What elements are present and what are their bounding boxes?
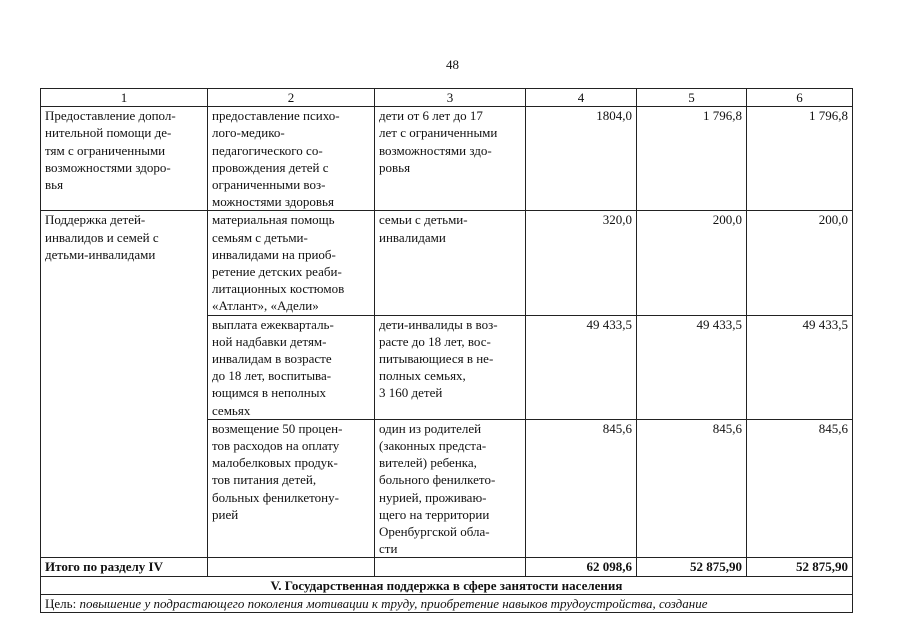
section-title: V. Государственная поддержка в сфере занятости населения <box>41 576 853 594</box>
recipients-cell: семьи с детьми- инвалидами <box>375 211 526 315</box>
column-header-4: 4 <box>526 89 637 107</box>
activity-cell: возмещение 50 процен- тов расходов на оплату малобелковых продук- тов питания детей, больных фенилкетону- рией <box>208 419 375 558</box>
amount-col6-cell: 200,0 <box>747 211 853 315</box>
amount-col4-cell: 845,6 <box>526 419 637 558</box>
goal-row <box>41 594 853 612</box>
empty-cell <box>375 558 526 576</box>
recipients-cell: дети-инвалиды в воз- расте до 18 лет, вос- питывающиеся в не- полных семьях, 3 160 детей <box>375 315 526 419</box>
amount-col4-cell: 320,0 <box>526 211 637 315</box>
total-col6-cell: 52 875,90 <box>747 558 853 576</box>
goal-cell <box>41 594 853 612</box>
goal-label: Цель: <box>45 595 80 611</box>
column-header-1: 1 <box>41 89 208 107</box>
measure-name-cell: Предоставление допол- нительной помощи де- тям с ограниченными возможностями здоро- вья <box>41 107 208 211</box>
section-title-row <box>41 576 853 594</box>
empty-cell <box>208 558 375 576</box>
activity-cell: предоставление психо- лого-медико- педагогического со- провождения детей с ограниченными воз- можностями здоровья <box>208 107 375 211</box>
total-col5-cell: 52 875,90 <box>637 558 747 576</box>
total-row <box>41 558 853 576</box>
amount-col5-cell: 1 796,8 <box>637 107 747 211</box>
measure-name-cell: Поддержка детей- инвалидов и семей с детьми-инвалидами <box>41 211 208 558</box>
amount-col5-cell: 49 433,5 <box>637 315 747 419</box>
amount-col4-cell: 49 433,5 <box>526 315 637 419</box>
table-row <box>41 107 853 211</box>
column-number-row <box>41 89 853 107</box>
page-number: 48 <box>446 57 459 72</box>
column-header-3: 3 <box>375 89 526 107</box>
total-label: Итого по разделу IV <box>41 558 208 576</box>
total-col4-cell: 62 098,6 <box>526 558 637 576</box>
budget-table <box>40 88 853 613</box>
amount-col6-cell: 1 796,8 <box>747 107 853 211</box>
column-header-6: 6 <box>747 89 853 107</box>
amount-col6-cell: 845,6 <box>747 419 853 558</box>
recipients-cell: один из родителей (законных предста- вителей) ребенка, больного фенилкето- нурией, проживаю- щего на территории Оренбургской обла- сти <box>375 419 526 558</box>
activity-cell: материальная помощь семьям с детьми- инвалидами на приоб- ретение детских реаби- литационных костюмов «Атлант», «Адели» <box>208 211 375 315</box>
table-row <box>41 211 853 315</box>
amount-col5-cell: 845,6 <box>637 419 747 558</box>
amount-col4-cell: 1804,0 <box>526 107 637 211</box>
column-header-5: 5 <box>637 89 747 107</box>
amount-col6-cell: 49 433,5 <box>747 315 853 419</box>
recipients-cell: дети от 6 лет до 17 лет с ограниченными возможностями здо- ровья <box>375 107 526 211</box>
amount-col5-cell: 200,0 <box>637 211 747 315</box>
activity-cell: выплата ежекварталь- ной надбавки детям- инвалидам в возрасте до 18 лет, воспитыва- ющимся в неполных семьях <box>208 315 375 419</box>
column-header-2: 2 <box>208 89 375 107</box>
goal-text: повышение у подрастающего поколения мотивации к труду, приобретение навыков трудоустройства, создание <box>79 595 708 611</box>
